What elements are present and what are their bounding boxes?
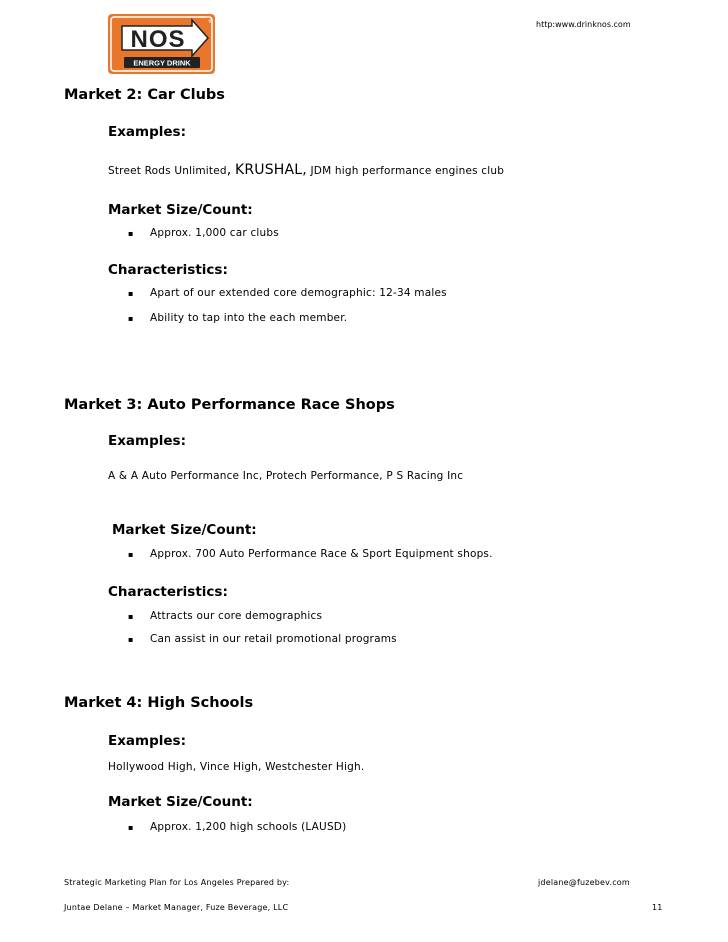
bullet-icon: ▪ (128, 550, 134, 559)
market-4-examples: Hollywood High, Vince High, Westchester High. (108, 761, 365, 773)
market-2-characteristics-label: Characteristics: (108, 262, 228, 278)
bullet-icon: ▪ (128, 635, 134, 644)
market-4-examples-label: Examples: (108, 733, 186, 749)
market-3-examples-label: Examples: (108, 433, 186, 449)
market-3-size-label: Market Size/Count: (112, 522, 257, 538)
market-3-characteristic-item: Can assist in our retail promotional programs (150, 633, 397, 645)
bullet-icon: ▪ (128, 289, 134, 298)
logo-tagline-text: ENERGY DRINK (133, 58, 191, 68)
nos-logo (108, 14, 215, 74)
footer-email[interactable]: jdelane@fuzebev.com (538, 878, 630, 887)
market-2-characteristic-item: Apart of our extended core demographic: 12-34 males (150, 287, 447, 299)
market-3-examples: A & A Auto Performance Inc, Protech Performance, P S Racing Inc (108, 470, 464, 482)
bullet-icon: ▪ (128, 229, 134, 238)
footer-prepared-by: Strategic Marketing Plan for Los Angeles Prepared by: (64, 878, 290, 887)
market-4-heading: Market 4: High Schools (64, 695, 254, 711)
market-4-size-item: Approx. 1,200 high schools (LAUSD) (150, 821, 347, 833)
bullet-icon: ▪ (128, 612, 134, 621)
market-3-characteristics-label: Characteristics: (108, 584, 228, 600)
market-3-characteristic-item: Attracts our core demographics (150, 610, 323, 622)
market-2-examples-label: Examples: (108, 124, 186, 140)
market-2-heading: Market 2: Car Clubs (64, 87, 225, 103)
market-3-heading: Market 3: Auto Performance Race Shops (64, 397, 395, 413)
market-2-size-label: Market Size/Count: (108, 202, 253, 218)
market-4-size-label: Market Size/Count: (108, 794, 253, 810)
svg-text:®: ® (208, 19, 213, 25)
page-number: 11 (652, 903, 663, 912)
market-2-examples: Street Rods Unlimited, KRUSHAL, JDM high performance engines club (108, 162, 505, 178)
footer-author: Juntae Delane – Market Manager, Fuze Beverage, LLC (64, 903, 289, 912)
example-krushal: KRUSHAL (234, 162, 303, 178)
header-url: http:www.drinknos.com (536, 20, 631, 29)
market-2-characteristic-item: Ability to tap into the each member. (150, 312, 348, 324)
bullet-icon: ▪ (128, 823, 134, 832)
market-2-size-item: Approx. 1,000 car clubs (150, 227, 279, 239)
market-3-size-item: Approx. 700 Auto Performance Race & Sport Equipment shops. (150, 548, 493, 560)
bullet-icon: ▪ (128, 314, 134, 323)
example-street-rods: Street Rods Unlimited (108, 165, 227, 177)
example-jdm-club: JDM high performance engines club (310, 165, 505, 177)
logo-brand-text: NOS (130, 26, 186, 53)
